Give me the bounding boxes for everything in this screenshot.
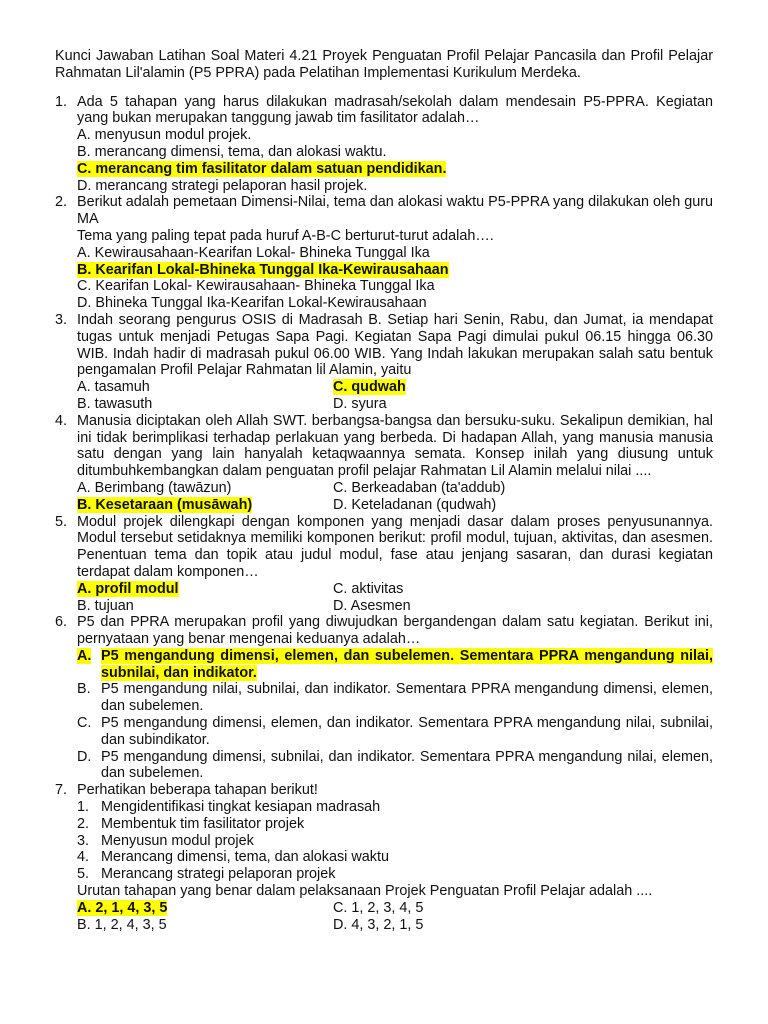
question-3	[55, 312, 713, 413]
option-d: D. Asesmen	[333, 597, 411, 614]
option-b: B. tawasuth	[77, 395, 153, 412]
option-d: D. 4, 3, 2, 1, 5	[333, 916, 424, 933]
option-a: A. tasamuh	[77, 379, 150, 396]
option-c-answer	[77, 161, 713, 178]
option-text: P5 mengandung dimensi, subnilai, dan indikator. Sementara PPRA mengandung nilai, elemen, dan subelemen.	[101, 748, 713, 782]
answer-highlight: B. Kearifan Lokal-Bhineka Tunggal Ika-Kewirausahaan	[77, 261, 449, 278]
question-number: 5.	[55, 513, 68, 530]
options-grid	[77, 480, 713, 514]
option-c-answer	[333, 379, 713, 396]
document-page	[55, 48, 713, 933]
question-stem: Berikut adalah pemetaan Dimensi-Nilai, tema dan alokasi waktu P5-PPRA yang dilakukan oleh guru MA	[77, 194, 713, 228]
question-number: 6.	[55, 614, 68, 631]
step-item: 5. Merancang strategi pelaporan projek	[77, 866, 336, 883]
question-stem-2: Urutan tahapan yang benar dalam pelaksanaan Projek Penguatan Profil Pelajar adalah ....	[77, 883, 653, 900]
question-6	[55, 614, 713, 782]
option-b: B. 1, 2, 4, 3, 5	[77, 916, 167, 933]
option-letter: D.	[77, 748, 92, 765]
question-7	[55, 782, 713, 933]
option-a: A. Kewirausahaan-Kearifan Lokal- Bhineka Tunggal Ika	[77, 244, 430, 261]
question-number: 3.	[55, 311, 68, 328]
option-c: C. Kearifan Lokal- Kewirausahaan- Bhineka Tunggal Ika	[77, 278, 435, 295]
answer-highlight: A. 2, 1, 4, 3, 5	[77, 899, 168, 916]
question-number: 2.	[55, 194, 68, 211]
question-stem: Indah seorang pengurus OSIS di Madrasah B. Setiap hari Senin, Rabu, dan Jumat, ia mendapat tugas untuk menjadi Petugas Sapa Pagi. Kegiatan Sapa Pagi dimulai pukul 06.15 hingga 06.30 WIB. Indah hadir di madrasah pukul 06.00 WIB. Yang Indah lakukan merupakan salah satu bentuk pengamalan Profil Pelajar Rahmatan lil Alamin, yaitu	[77, 311, 713, 379]
option-b-answer	[77, 262, 713, 279]
option-letter: B.	[77, 681, 91, 698]
document-intro: Kunci Jawaban Latihan Soal Materi 4.21 Proyek Penguatan Profil Pelajar Pancasila dan Profil Pelajar Rahmatan Lil'alamin (P5 PPRA) pada Pelatihan Implementasi Kurikulum Merdeka.	[55, 48, 713, 81]
step-item: 3. Menyusun modul projek	[77, 832, 254, 849]
option-c	[77, 715, 713, 749]
option-d: D. syura	[333, 395, 387, 412]
option-text: P5 mengandung nilai, subnilai, dan indikator. Sementara PPRA mengandung dimensi, elemen, dan subelemen.	[101, 681, 713, 715]
option-a-answer	[77, 648, 713, 682]
option-c: C. 1, 2, 3, 4, 5	[333, 899, 424, 916]
option-d: D. Bhineka Tunggal Ika-Kearifan Lokal-Kewirausahaan	[77, 295, 427, 312]
question-stem: Ada 5 tahapan yang harus dilakukan madrasah/sekolah dalam mendesain P5-PPRA. Kegiatan yang bukan merupakan tanggung jawab tim fasilitator adalah…	[77, 93, 713, 127]
option-a: A. menyusun modul projek.	[77, 127, 252, 144]
step-item: 1. Mengidentifikasi tingkat kesiapan madrasah	[77, 799, 381, 816]
options-grid	[77, 379, 713, 413]
question-list	[55, 94, 713, 934]
step-item: 2. Membentuk tim fasilitator projek	[77, 815, 305, 832]
step-list	[77, 799, 713, 883]
question-1	[55, 94, 713, 195]
option-a-answer	[77, 581, 333, 598]
answer-highlight: C. merancang tim fasilitator dalam satuan pendidikan.	[77, 160, 447, 177]
option-text: P5 mengandung dimensi, elemen, dan indikator. Sementara PPRA mengandung nilai, subnilai, dan subindikator.	[101, 715, 713, 748]
answer-highlight: C. qudwah	[333, 379, 406, 396]
answer-highlight: B. Kesetaraan (musāwah)	[77, 496, 253, 513]
question-stem: Perhatikan beberapa tahapan berikut!	[77, 782, 318, 799]
question-stem-2: Tema yang paling tepat pada huruf A-B-C berturut-turut adalah….	[77, 227, 494, 244]
options-grid	[77, 581, 713, 615]
option-b: B. merancang dimensi, tema, dan alokasi waktu.	[77, 143, 387, 160]
option-c: C. aktivitas	[333, 580, 404, 597]
option-a: A. Berimbang (tawāzun)	[77, 479, 232, 496]
option-letter: C.	[77, 715, 92, 732]
step-item: 4. Merancang dimensi, tema, dan alokasi waktu	[77, 849, 389, 866]
question-5	[55, 514, 713, 615]
question-4	[55, 413, 713, 514]
option-c: C. Berkeadaban (ta'addub)	[333, 479, 506, 496]
option-letter: A.	[77, 647, 92, 664]
answer-highlight: A. profil modul	[77, 580, 179, 597]
option-d: D. Keteladanan (qudwah)	[333, 496, 497, 513]
question-number: 7.	[55, 782, 68, 799]
option-d: D. merancang strategi pelaporan hasil projek.	[77, 177, 368, 194]
option-b: B. tujuan	[77, 597, 134, 614]
option-b	[77, 681, 713, 715]
answer-highlight: P5 mengandung dimensi, elemen, dan subelemen. Sementara PPRA mengandung nilai, subnilai, dan indikator.	[101, 647, 713, 681]
option-b-answer	[77, 497, 333, 514]
question-2	[55, 194, 713, 312]
question-number: 1.	[55, 93, 68, 110]
option-a-answer	[77, 900, 333, 917]
question-stem: P5 dan PPRA merupakan profil yang diwujudkan bergandengan dalam satu kegiatan. Berikut ini, pernyataan yang benar mengenai keduanya adalah…	[77, 614, 713, 648]
options-grid	[77, 900, 713, 934]
question-stem: Manusia diciptakan oleh Allah SWT. berbangsa-bangsa dan bersuku-suku. Sekalipun demikian, hal ini tidak berimplikasi terhadap perlakuan yang berbeda. Di hadapan Allah, yang manusia manusia satu dengan yang lain hanyalah ketaqwaannya semata. Konsep inilah yang diusung untuk ditumbuhkembangkan dalam penguatan profil pelajar Rahmatan Lil Alamin melalui nilai ....	[77, 412, 713, 480]
question-stem: Modul projek dilengkapi dengan komponen yang menjadi dasar dalam proses penyusunannya. Modul tersebut setidaknya memiliki komponen berikut: profil modul, tujuan, aktivitas, dan asesmen. Penentuan tema dan topik atau judul modul, fase atau jenjang sasaran, dan durasi kegiatan terdapat dalam komponen…	[77, 513, 713, 580]
question-number: 4.	[55, 412, 68, 429]
option-d	[77, 749, 713, 783]
